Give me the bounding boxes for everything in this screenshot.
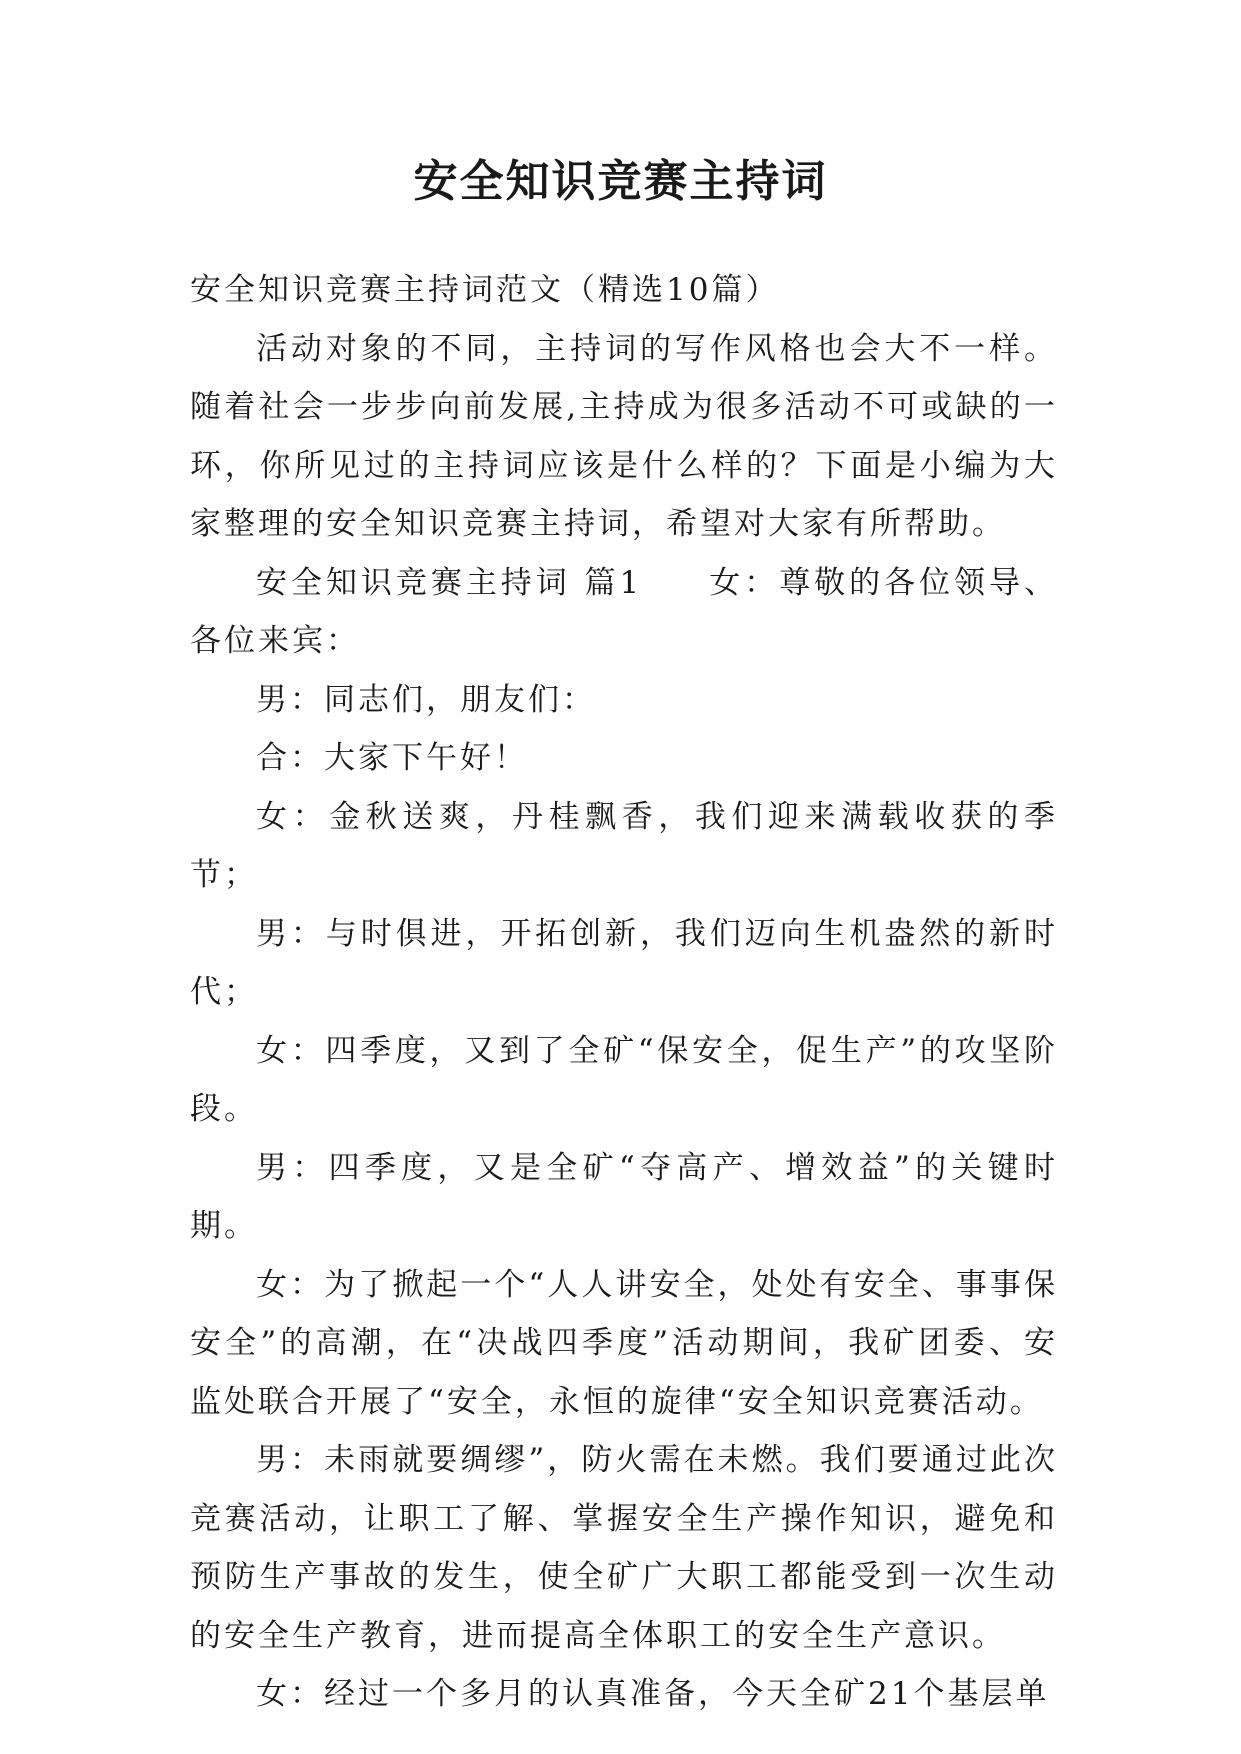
dialogue-paragraph: 女：金秋送爽，丹桂飘香，我们迎来满载收获的季节；: [190, 798, 1058, 893]
document-body: [190, 261, 1058, 1724]
dialogue-paragraph: 女：经过一个多月的认真准备，今天全矿21个基层单: [256, 1676, 1050, 1712]
dialogue-paragraph: 男：未雨就要绸缪”，防火需在未燃。我们要通过此次竞赛活动，让职工了解、掌握安全生产操作知识，避免和预防生产事故的发生，使全矿广大职工都能受到一次生动的安全生产教育，进而提高全体职工的安全生产意识。: [190, 1442, 1058, 1654]
section-first-line: 女：尊敬的各位领导、各位来宾：: [190, 564, 1059, 659]
intro-paragraph: 活动对象的不同，主持词的写作风格也会大不一样。随着社会一步步向前发展,主持成为很多活动不可或缺的一环，你所见过的主持词应该是什么样的？下面是小编为大家整理的安全知识竞赛主持词，希望对大家有所帮助。: [190, 330, 1058, 542]
section-heading: 安全知识竞赛主持词 篇1: [256, 564, 643, 601]
dialogue-paragraph: 合：大家下午好！: [256, 740, 528, 776]
dialogue-paragraph: 女：四季度，又到了全矿“保安全，促生产”的攻坚阶段。: [190, 1032, 1058, 1127]
document-title: 安全知识竞赛主持词: [413, 156, 828, 207]
section-heading-paragraph: [190, 554, 1058, 671]
dialogue-paragraph: 男：四季度，又是全矿“夺高产、增效益”的关键时期。: [190, 1149, 1058, 1244]
dialogue-paragraph: 男：与时俱进，开拓创新，我们迈向生机盎然的新时代；: [190, 915, 1058, 1010]
document-subtitle: 安全知识竞赛主持词范文（精选10篇）: [190, 272, 780, 308]
dialogue-paragraph: 女：为了掀起一个“人人讲安全，处处有安全、事事保安全”的高潮，在“决战四季度”活动期间，我矿团委、安监处联合开展了“安全，永恒的旋律“安全知识竞赛活动。: [190, 1266, 1058, 1420]
dialogue-paragraph: 男：同志们，朋友们：: [256, 681, 596, 718]
